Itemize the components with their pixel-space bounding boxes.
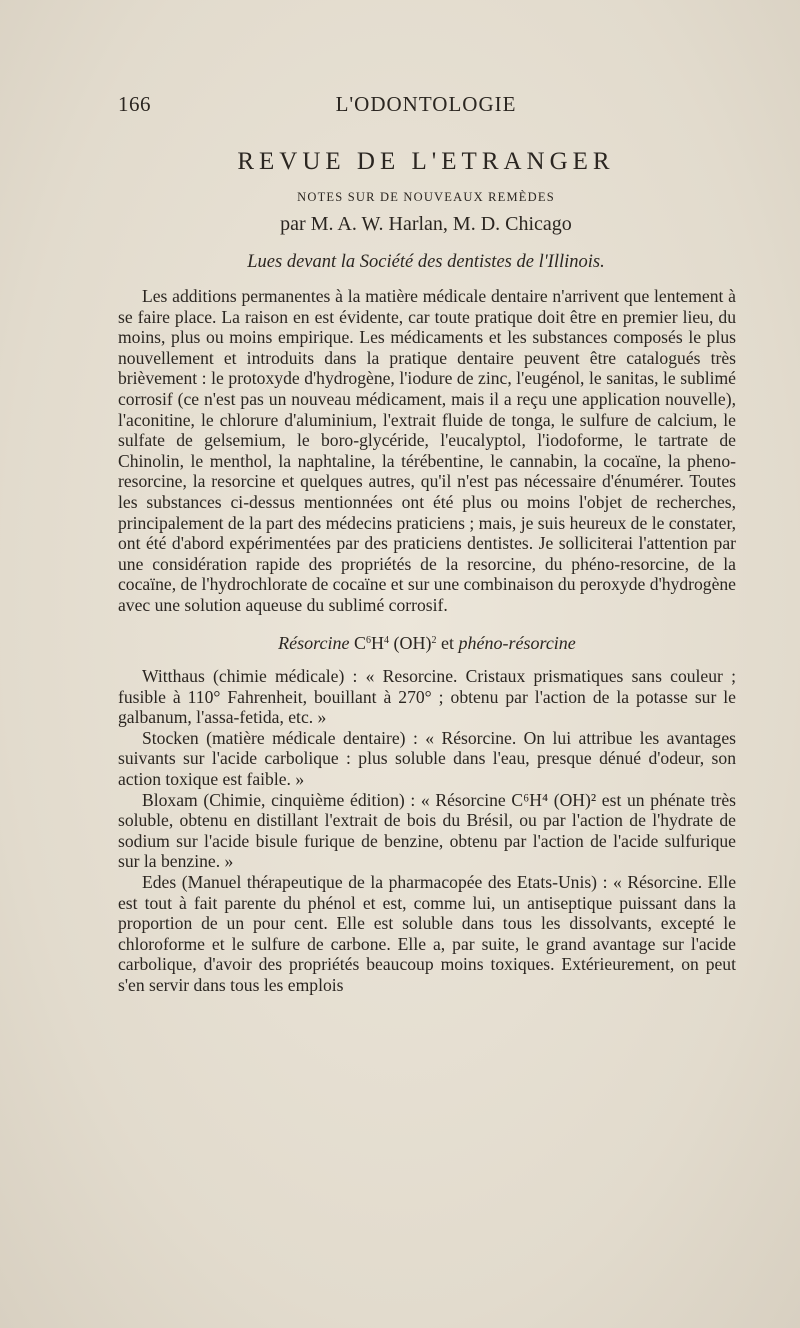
formula-c: C [353,632,366,653]
formula-sub-c: 6 [366,634,371,646]
formula-sub-oh: 2 [431,634,437,646]
paragraph-bloxam: Bloxam (Chimie, cinquième édition) : « Résorcine C⁶H⁴ (OH)² est un phénate très soluble, obtenu en distillant l'extrait de bois du Brésil, ou par l'action de l'hydrate de sodium sur l'acide bisule furique de benzine, obtenu par l'action de l'acide sulfurique sur la benzine. » [118,789,736,872]
section-heading-formula [354,633,459,653]
section-heading [118,633,736,654]
section-heading-name2: phéno-résorcine [458,632,576,653]
intro-paragraph: Les additions permanentes à la matière médicale dentaire n'arrivent que lentement à se faire place. La raison en est évidente, car toute pratique doit être en premier lieu, du moins, plus ou moins empirique. Les médicaments et les substances composés le plus nouvellement et introduits dans la pratique dentaire peuvent être catalogués très brièvement : le protoxyde d'hydrogène, l'iodure de zinc, l'eugénol, le sanitas, le sublimé corrosif (ce n'est pas un nouveau médicament, mais il a reçu une application nouvelle), l'aconitine, le chlorure d'aluminium, l'extrait fluide de tonga, le sulfure de calcium, le sulfate de gelsemium, le boro-glycéride, l'eucalyptol, l'iodoforme, le tartrate de Chinolin, le menthol, la naphtaline, la térébentine, le cannabin, la cocaïne, la pheno-resorcine, la resorcine et quelques autres, qu'il n'est pas nécessaire d'énumérer. Toutes les substances ci-dessus mentionnées ont été plus ou moins l'objet de recherches, principalement de la part des médecins praticiens ; mais, je suis heureux de le constater, ont été d'abord expérimentées par des praticiens dentistes. Je solliciterai l'attention par une considération rapide des propriétés de la resorcine, du phéno-resorcine, de la cocaïne, de l'hydrochlorate de cocaïne et sur une combinaison du peroxyde d'hydrogène avec une solution aqueuse du sublimé corrosif. [118,286,736,615]
article-note: Lues devant la Société des dentistes de l'Illinois. [247,252,605,272]
article-subtitle: NOTES SUR DE NOUVEAUX REMÈDES [297,190,555,204]
formula-sub-h: 4 [384,634,389,646]
formula-h: H [371,632,384,653]
paragraph-witthaus: Witthaus (chimie médicale) : « Resorcine. Cristaux prismatiques sans couleur ; fusible à 110° Fahrenheit, bouillant à 270° ; obtenu par l'action de la potasse sur le galbanum, l'assa-fetida, etc. » [118,666,736,728]
article-title: REVUE DE L'ETRANGER [237,148,615,175]
section-heading-et: et [436,632,459,653]
formula-oh: (OH) [389,632,432,653]
paragraph-stocken: Stocken (matière médicale dentaire) : « Résorcine. On lui attribue les avantages suivants sur l'acide carbolique : plus soluble dans l'eau, presque dénué d'odeur, son action toxique est faible. » [118,727,736,790]
article-body [118,286,736,996]
article-byline: par M. A. W. Harlan, M. D. Chicago [280,213,572,235]
section-heading-name: Résorcine [278,632,350,653]
page-number: 166 [118,92,151,116]
paragraph-edes: Edes (Manuel thérapeutique de la pharmacopée des Etats-Unis) : « Résorcine. Elle est tout à fait parente du phénol et est, comme lui, un antiseptique puissant dans la proportion de un pour cent. Elle est soluble dans tous les dissolvants, excepté le chloroforme et le sulfure de carbone. Elle a, par suite, le grand avantage sur l'acide carbolique, d'avoir des propriétés beaucoup moins toxiques. Extérieurement, on peut s'en servir dans tous les emplois [118,872,736,995]
journal-title: L'ODONTOLOGIE [335,92,517,116]
